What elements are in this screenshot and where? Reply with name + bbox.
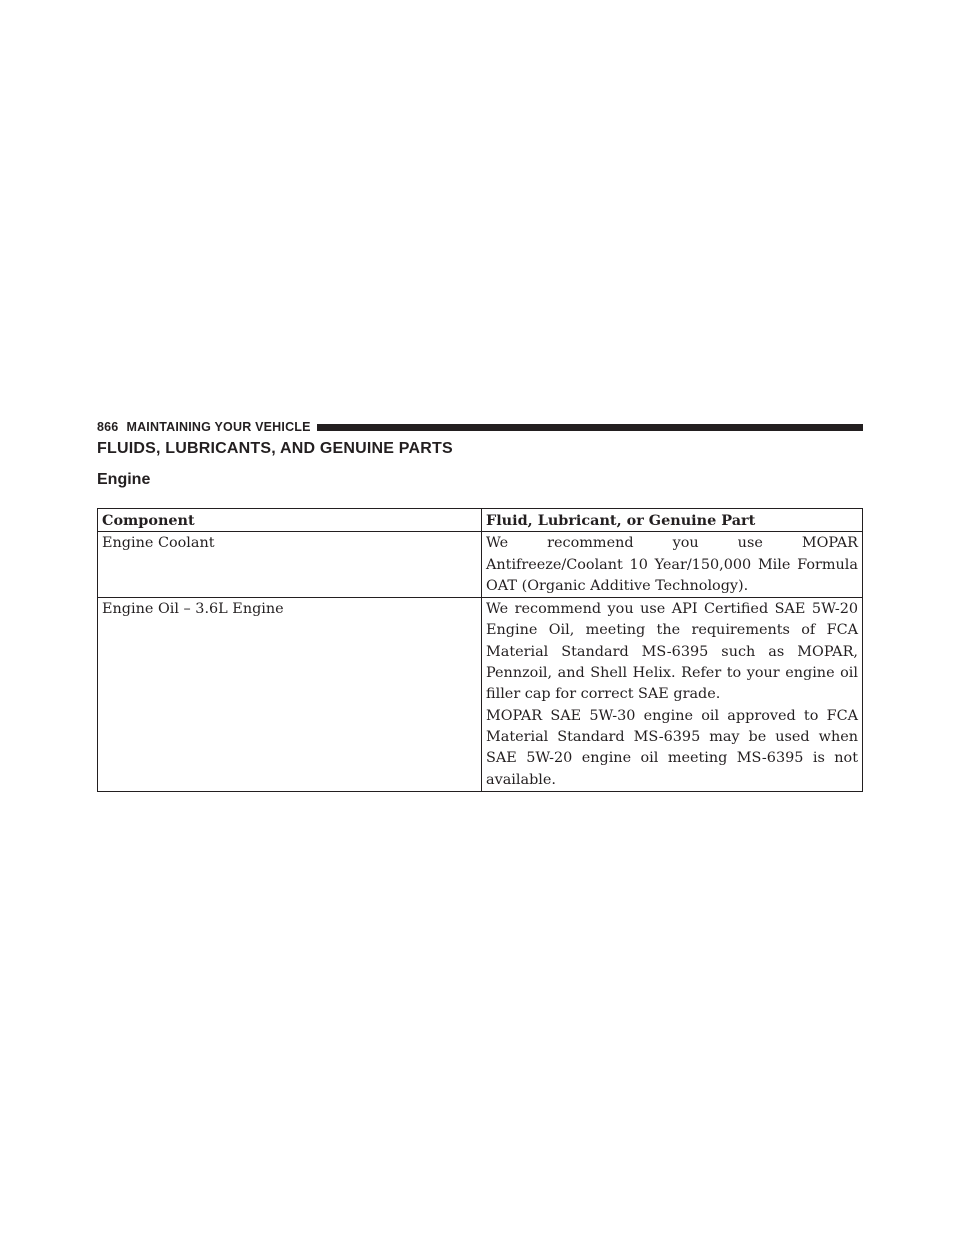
fluid-cell	[482, 598, 863, 792]
fluid-paragraph: We recommend you use MOPAR Antifreeze/Coolant 10 Year/150,000 Mile Formula OAT (Organic Additive Technology).	[486, 535, 858, 594]
page-number: 866	[97, 420, 119, 434]
fluid-paragraph: MOPAR SAE 5W-30 engine oil approved to FCA Material Standard MS-6395 may be used when SAE 5W-20 engine oil meeting MS-6395 is not available.	[486, 707, 858, 788]
table-row	[98, 598, 863, 792]
header-rule	[317, 424, 863, 431]
column-header-component: Component	[98, 509, 482, 532]
fluid-paragraph: We recommend you use API Certified SAE 5W-20 Engine Oil, meeting the requirements of FCA Material Standard MS-6395 such as MOPAR, Pennzoil, and Shell Helix. Refer to your engine oil filler cap for correct SAE grade.	[486, 601, 858, 703]
fluid-cell	[482, 532, 863, 598]
fluids-table	[97, 508, 863, 792]
subsection-title: Engine	[97, 471, 151, 488]
section-name: MAINTAINING YOUR VEHICLE	[126, 420, 311, 434]
page-header	[97, 420, 863, 434]
column-header-fluid: Fluid, Lubricant, or Genuine Part	[482, 509, 863, 532]
table-header-row	[98, 509, 863, 532]
component-cell: Engine Coolant	[98, 532, 482, 598]
component-cell: Engine Oil – 3.6L Engine	[98, 598, 482, 792]
page-title: FLUIDS, LUBRICANTS, AND GENUINE PARTS	[97, 440, 453, 457]
table-row	[98, 532, 863, 598]
